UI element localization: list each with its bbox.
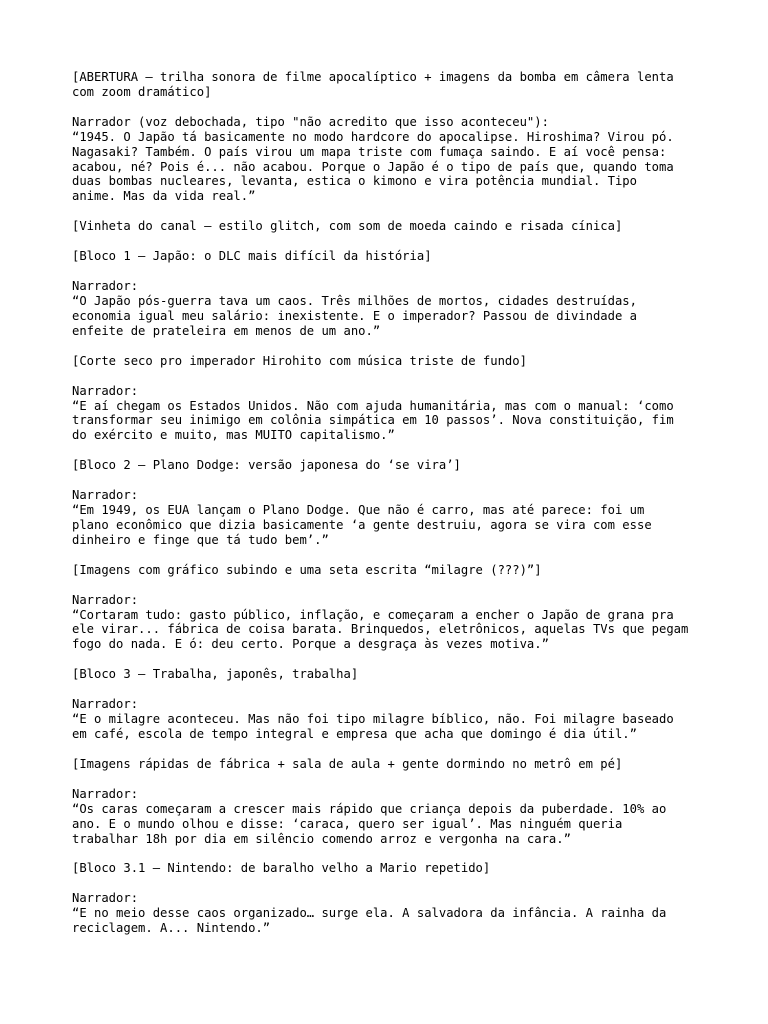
- text-line: “O Japão pós-guerra tava um caos. Três milhões de mortos, cidades destruídas,: [72, 293, 637, 308]
- text-line: em café, escola de tempo integral e empresa que acha que domingo é dia útil.”: [72, 727, 637, 741]
- script-paragraph: [72, 219, 712, 234]
- script-paragraph: [72, 70, 712, 100]
- script-paragraph: [72, 891, 712, 936]
- text-line: com zoom dramático]: [72, 84, 212, 99]
- text-line: acabou, né? Pois é... não acabou. Porque o Japão é o tipo de país que, quando toma: [72, 159, 674, 174]
- script-paragraph: [72, 488, 712, 548]
- script-paragraph: [72, 563, 712, 578]
- text-line: economia igual meu salário: inexistente. E o imperador? Passou de divindade a: [72, 308, 637, 323]
- script-paragraph: [72, 697, 712, 742]
- text-line: duas bombas nucleares, levanta, estica o kimono e vira potência mundial. Tipo: [72, 174, 637, 189]
- text-line: “Os caras começaram a crescer mais rápido que criança depois da puberdade. 10% ao: [72, 801, 667, 816]
- script-paragraph: [72, 115, 712, 204]
- text-line: dinheiro e finge que tá tudo bem’.”: [72, 532, 329, 547]
- text-line: ano. E o mundo olhou e disse: ‘caraca, quero ser igual’. Mas ninguém queria: [72, 816, 623, 831]
- text-line: ele virar... fábrica de coisa barata. Brinquedos, eletrônicos, aquelas TVs que pegam: [72, 622, 689, 637]
- text-line: trabalhar 18h por dia em silêncio comendo arroz e vergonha na cara.”: [72, 831, 571, 846]
- text-line: [Bloco 1 – Japão: o DLC mais difícil da história]: [72, 249, 432, 264]
- script-paragraph: [72, 384, 712, 444]
- text-line: “1945. O Japão tá basicamente no modo hardcore do apocalipse. Hiroshima? Virou pó.: [72, 129, 674, 144]
- text-line: [Imagens com gráfico subindo e uma seta escrita “milagre (???)”]: [72, 562, 542, 577]
- text-line: Narrador:: [72, 891, 139, 906]
- text-line: [Bloco 3.1 – Nintendo: de baralho velho a Mario repetido]: [72, 861, 491, 876]
- text-line: fogo do nada. E ó: deu certo. Porque a desgraça às vezes motiva.”: [72, 637, 549, 652]
- text-line: transformar seu inimigo em colônia simpática em 10 passos’. Nova constituição, fim: [72, 413, 674, 428]
- text-line: Nagasaki? Também. O país virou um mapa triste com fumaça saindo. E aí você pensa:: [72, 144, 667, 159]
- text-line: plano econômico que dizia basicamente ‘a gente destruiu, agora se vira com esse: [72, 517, 652, 532]
- script-paragraph: [72, 458, 712, 473]
- text-line: anime. Mas da vida real.”: [72, 189, 256, 204]
- text-line: [Imagens rápidas de fábrica + sala de aula + gente dormindo no metrô em pé]: [72, 756, 623, 771]
- text-line: “E aí chegam os Estados Unidos. Não com ajuda humanitária, mas com o manual: ‘como: [72, 398, 674, 413]
- text-line: do exército e muito, mas MUITO capitalismo.”: [72, 428, 395, 443]
- text-line: [Corte seco pro imperador Hirohito com música triste de fundo]: [72, 353, 527, 368]
- text-line: Narrador (voz debochada, tipo "não acredito que isso aconteceu"):: [72, 114, 549, 129]
- text-line: enfeite de prateleira em menos de um ano.”: [72, 323, 381, 338]
- script-paragraph: [72, 787, 712, 847]
- document-body: [72, 70, 712, 951]
- script-paragraph: [72, 757, 712, 772]
- text-line: Narrador:: [72, 786, 139, 801]
- text-line: [ABERTURA – trilha sonora de filme apocalíptico + imagens da bomba em câmera lenta: [72, 70, 674, 84]
- text-line: “Em 1949, os EUA lançam o Plano Dodge. Que não é carro, mas até parece: foi um: [72, 503, 645, 518]
- text-line: “E no meio desse caos organizado… surge ela. A salvadora da infância. A rainha da: [72, 906, 667, 921]
- text-line: reciclagem. A... Nintendo.”: [72, 921, 271, 936]
- script-paragraph: [72, 667, 712, 682]
- text-line: [Bloco 3 – Trabalha, japonês, trabalha]: [72, 667, 359, 682]
- text-line: [Bloco 2 – Plano Dodge: versão japonesa do ‘se vira’]: [72, 458, 461, 473]
- script-paragraph: [72, 861, 712, 876]
- script-paragraph: [72, 249, 712, 264]
- text-line: “Cortaram tudo: gasto público, inflação, e começaram a encher o Japão de grana pra: [72, 607, 674, 622]
- script-paragraph: [72, 593, 712, 653]
- text-line: Narrador:: [72, 383, 139, 398]
- text-line: Narrador:: [72, 488, 139, 503]
- script-paragraph: [72, 354, 712, 369]
- text-line: Narrador:: [72, 279, 139, 294]
- script-paragraph: [72, 279, 712, 339]
- text-line: Narrador:: [72, 697, 139, 712]
- text-line: “E o milagre aconteceu. Mas não foi tipo milagre bíblico, não. Foi milagre baseado: [72, 712, 674, 727]
- text-line: Narrador:: [72, 592, 139, 607]
- text-line: [Vinheta do canal – estilo glitch, com som de moeda caindo e risada cínica]: [72, 219, 623, 234]
